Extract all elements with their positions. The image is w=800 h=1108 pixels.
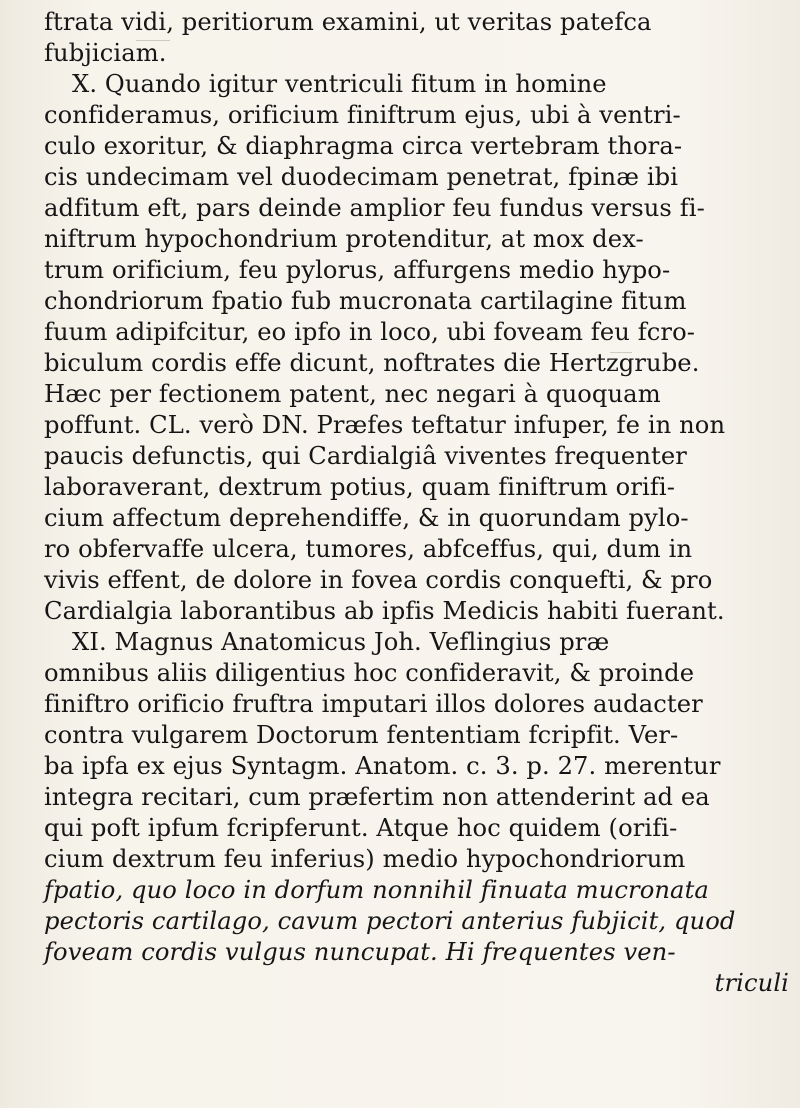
text-line: cium affectum deprehendiffe, & in quorundam pylo- <box>44 504 689 532</box>
text-line: fpatio, quo loco in dorfum nonnihil finuata mucronata <box>44 876 709 904</box>
text-line: cium dextrum feu inferius) medio hypochondriorum <box>44 845 686 873</box>
text-line: biculum cordis effe dicunt, noftrates die Hertzgrube. <box>44 349 700 377</box>
text-line: confideramus, orificium finiftrum ejus, ubi à ventri- <box>44 101 681 129</box>
text-line: vivis effent, de dolore in fovea cordis conquefti, & pro <box>44 566 713 594</box>
section-heading-line: XI. Magnus Anatomicus Joh. Veflingius præ <box>72 628 610 656</box>
text-line: finiftro orificio fruftra imputari illos dolores audacter <box>44 690 703 718</box>
text-line: fubjiciam. <box>44 39 167 67</box>
text-line: omnibus aliis diligentius hoc confideravit, & proinde <box>44 659 695 687</box>
text-line: Cardialgia laborantibus ab ipfis Medicis habiti fuerant. <box>44 597 725 625</box>
section-heading-line: X. Quando igitur ventriculi fitum in homine <box>72 70 607 98</box>
text-line: integra recitari, cum præfertim non attenderint ad ea <box>44 783 710 811</box>
text-line: culo exoritur, & diaphragma circa vertebram thora- <box>44 132 683 160</box>
text-line: foveam cordis vulgus nuncupat. Hi frequentes ven- <box>44 938 676 966</box>
text-line: poffunt. CL. verò DN. Præfes teftatur infuper, fe in non <box>44 411 726 439</box>
text-line: niftrum hypochondrium protenditur, at mox dex- <box>44 225 644 253</box>
text-line: laboraverant, dextrum potius, quam finiftrum orifi- <box>44 473 675 501</box>
catchword: triculi <box>714 969 789 997</box>
text-line: Hæc per fectionem patent, nec negari à quoquam <box>44 380 661 408</box>
text-line: chondriorum fpatio fub mucronata cartilagine fitum <box>44 287 687 315</box>
text-line: trum orificium, feu pylorus, affurgens medio hypo- <box>44 256 671 284</box>
text-line: ftrata vidi, peritiorum examini, ut veritas patefca <box>44 8 652 36</box>
text-line: contra vulgarem Doctorum fententiam fcripfit. Ver- <box>44 721 679 749</box>
text-line: ro obfervaffe ulcera, tumores, abfceffus, qui, dum in <box>44 535 693 563</box>
text-line: qui poft ipfum fcripferunt. Atque hoc quidem (orifi- <box>44 814 678 842</box>
text-line: ba ipfa ex ejus Syntagm. Anatom. c. 3. p. 27. merentur <box>44 752 721 780</box>
text-line: cis undecimam vel duodecimam penetrat, fpinæ ibi <box>44 163 679 191</box>
text-line: paucis defunctis, qui Cardialgiâ viventes frequenter <box>44 442 687 470</box>
text-line: adfitum eft, pars deinde amplior feu fundus versus fi- <box>44 194 705 222</box>
text-line: pectoris cartilago, cavum pectori anterius fubjicit, quod <box>44 907 736 935</box>
text-line: fuum adipifcitur, eo ipfo in loco, ubi foveam feu fcro- <box>44 318 696 346</box>
